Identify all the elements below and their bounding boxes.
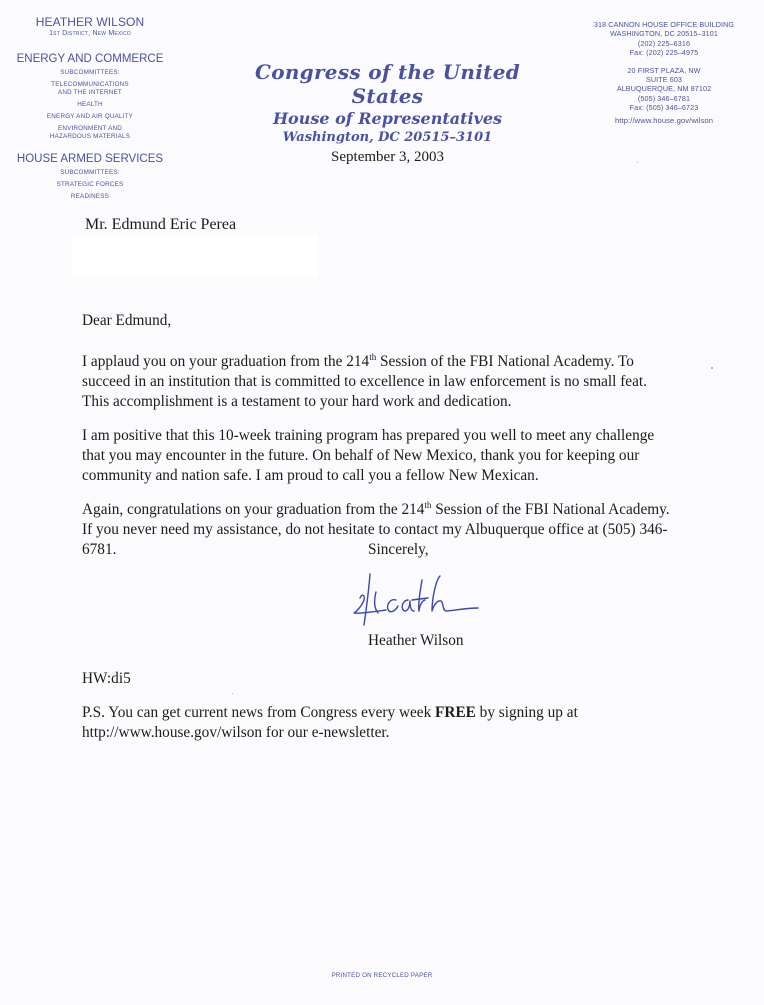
district-office-phone: (505) 346–6781 (637, 93, 691, 103)
dc-office-line: 318 CANNON HOUSE OFFICE BUILDING (593, 20, 735, 29)
district-office-line: 20 FIRST PLAZA, NW (627, 65, 701, 75)
dc-office (588, 20, 740, 58)
member-district: 1st District, New Mexico (49, 30, 131, 37)
text-run: Again, congratulations on your graduation from the 214 (82, 501, 425, 518)
text-run: P.S. You can get current news from Congress every week (82, 704, 436, 721)
district-office-line: ALBUQUERQUE, NM 87102 (616, 84, 712, 94)
recycled-paper-notice: PRINTED ON RECYCLED PAPER (331, 972, 433, 979)
paragraph-line: 6781. (82, 541, 117, 558)
dc-office-fax: Fax: (202) 225–4975 (629, 48, 699, 58)
text-run: by signing up at (475, 704, 578, 721)
committee-name: HOUSE ARMED SERVICES (16, 153, 164, 165)
paragraph-line: If you never need my assistance, do not hesitate to contact my Albuquerque office at (505) 346- (82, 521, 668, 538)
city-line: Washington, DC 20515–3101 (282, 130, 493, 145)
recipient-name: Mr. Edmund Eric Perea (85, 216, 237, 233)
salutation: Dear Edmund, (82, 312, 172, 329)
committee-column (0, 15, 180, 205)
scan-speck (232, 693, 233, 694)
subcommittee-item: ENERGY AND AIR QUALITY (46, 113, 134, 120)
ordinal-suffix: th (424, 500, 432, 510)
member-name: HEATHER WILSON (35, 15, 145, 29)
congress-title: Congress of the United States (254, 60, 521, 108)
paragraph-line: succeed in an institution that is committed to excellence in law enforcement is no small feat. (82, 373, 647, 390)
postscript-line (82, 703, 578, 724)
dc-office-line: WASHINGTON, DC 20515–3101 (610, 29, 718, 39)
typist-initials: HW:di5 (82, 670, 131, 687)
redacted-address (72, 235, 318, 277)
paragraph-line (82, 352, 634, 373)
letterhead-title (225, 60, 550, 166)
office-addresses (588, 20, 740, 125)
emphasis-free: FREE (435, 704, 476, 721)
district-office (588, 66, 740, 113)
website-link: http://www.house.gov/wilson (614, 115, 714, 125)
paragraph-line: community and nation safe. I am proud to call you a fellow New Mexican. (82, 467, 539, 484)
text-run: Session of the FBI National Academy. To (376, 353, 634, 370)
scan-speck (637, 162, 638, 163)
subcommittee-item: HEALTH (77, 101, 103, 108)
ordinal-suffix: th (369, 352, 377, 362)
subcommittees-label: SUBCOMMITTEES: (60, 169, 120, 176)
subcommittee-item: ENVIRONMENT AND HAZARDOUS MATERIALS (49, 125, 131, 140)
district-office-fax: Fax: (505) 346–6723 (629, 103, 699, 113)
paragraph-line: that you may encounter in the future. On behalf of New Mexico, thank you for keeping our (82, 447, 640, 464)
subcommittee-item: TELECOMMUNICATIONS AND THE INTERNET (51, 81, 129, 96)
subcommittee-item: STRATEGIC FORCES (56, 181, 124, 188)
handwritten-signature (352, 570, 482, 628)
paragraph-line: I am positive that this 10-week training program has prepared you well to meet any challenge (82, 427, 655, 444)
closing: Sincerely, (368, 541, 429, 558)
subcommittees-label: SUBCOMMITTEES: (60, 69, 120, 76)
paragraph-line (82, 500, 670, 521)
subcommittee-item: READINESS (70, 193, 110, 200)
dc-office-phone: (202) 225–6316 (637, 38, 691, 48)
postscript-line: http://www.house.gov/wilson for our e-newsletter. (82, 724, 390, 741)
house-subtitle: House of Representatives (272, 109, 503, 128)
paragraph-line: This accomplishment is a testament to your hard work and dedication. (82, 393, 512, 410)
district-office-line: SUITE 603 (645, 75, 683, 85)
committee-name: ENERGY AND COMMERCE (16, 53, 164, 65)
text-run: Session of the FBI National Academy. (431, 501, 670, 518)
signer-name: Heather Wilson (368, 632, 464, 649)
text-run: I applaud you on your graduation from the 214 (82, 353, 370, 370)
scan-speck (711, 367, 713, 369)
letter-date: September 3, 2003 (331, 149, 444, 165)
